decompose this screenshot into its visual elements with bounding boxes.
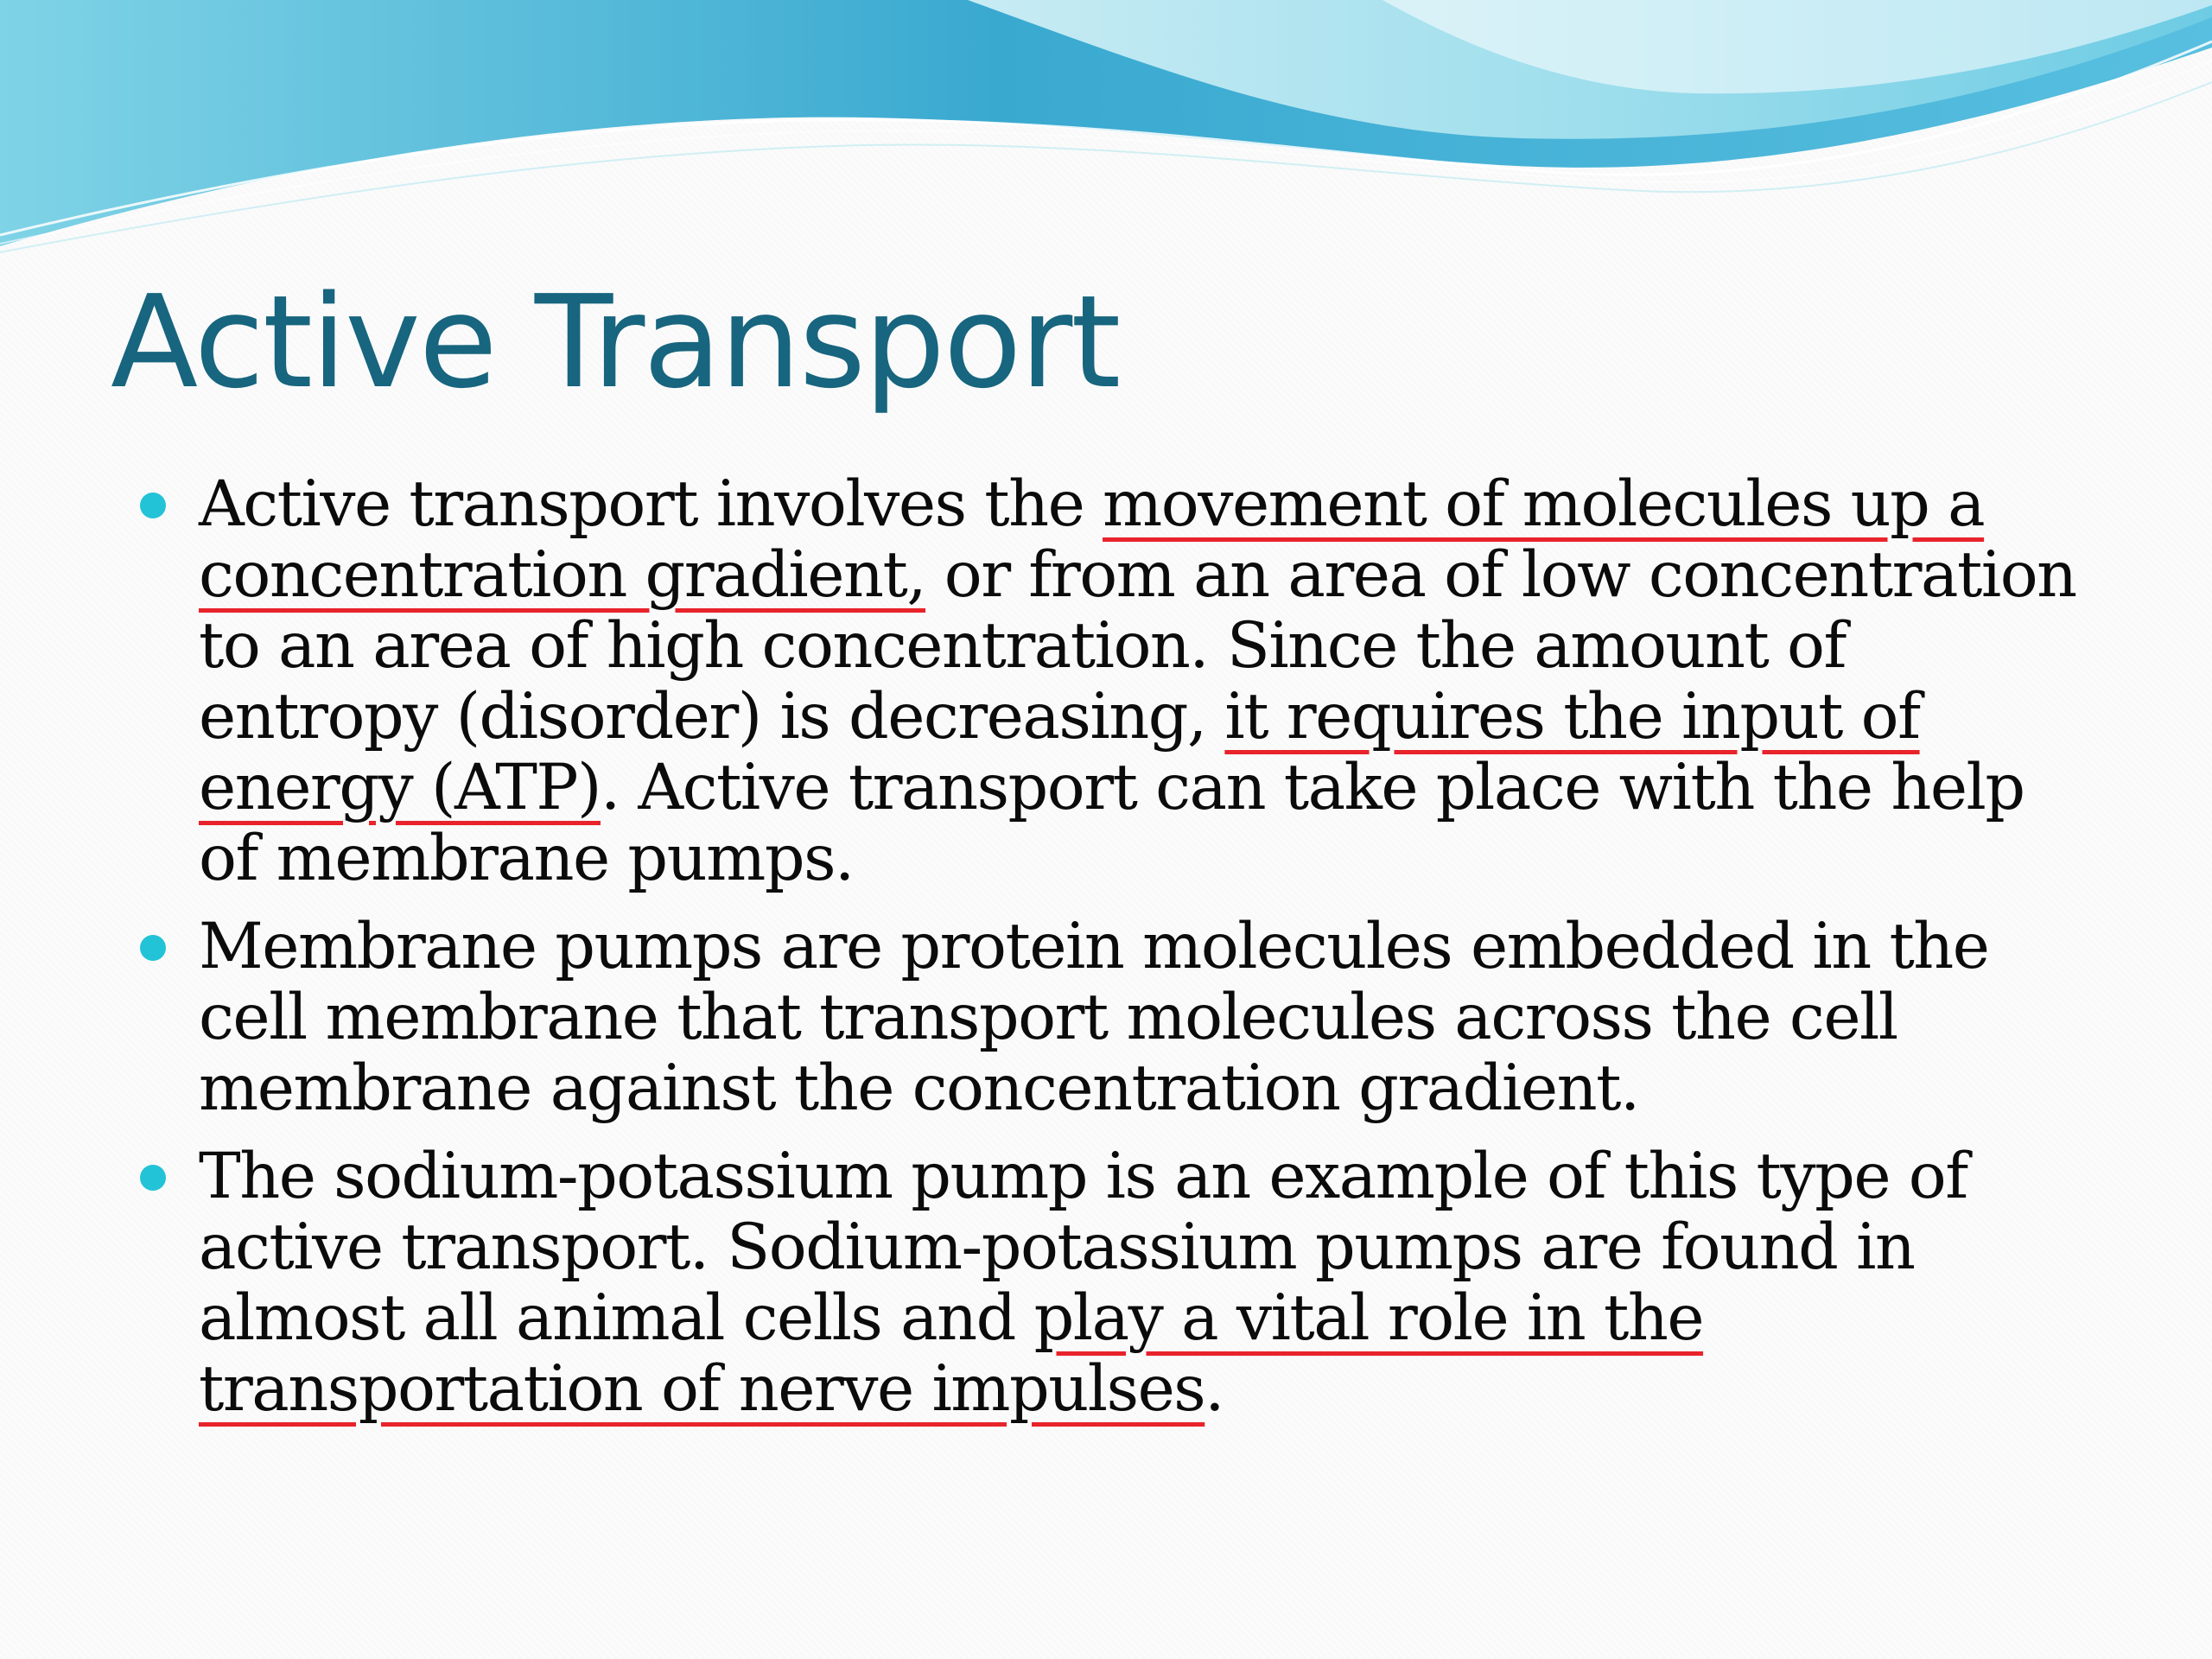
underlined-key-phrase: it requires the input of energy (ATP) (199, 680, 1920, 824)
bullet-item (138, 1141, 2091, 1425)
underlined-key-phrase: play a vital role in the transportation of nerve impulses (199, 1281, 1704, 1426)
bullet-dot-icon (140, 493, 166, 518)
bullet-dot-icon (140, 935, 166, 961)
bullet-item (138, 912, 2091, 1124)
bullet-text-segment: . Active transport can take place with the help of membrane pumps. (199, 751, 2024, 895)
bullet-dot-icon (140, 1165, 166, 1191)
bullet-item (138, 469, 2091, 894)
bullet-list (138, 469, 2091, 1442)
underlined-key-phrase: movement of molecules up a concentration gradient, (199, 467, 1985, 612)
header-wave-decoration (0, 0, 2212, 259)
bullet-text-segment: Membrane pumps are protein molecules embedded in the cell membrane that transport molecules across the cell membrane against the concentration gradient. (199, 910, 1989, 1125)
bullet-text-segment: The sodium-potassium pump is an example of this type of active transport. Sodium-potassium pumps are found in almost all animal cells and (199, 1140, 1967, 1355)
slide-title: Active Transport (111, 268, 1120, 416)
bullet-text-segment: Active transport involves the (199, 467, 1103, 541)
bullet-text-segment: . (1205, 1352, 1224, 1426)
bullet-text-segment: or from an area of low concentration to an area of high concentration. Since the amount of entropy (disorder) is decreasing, (199, 538, 2076, 753)
